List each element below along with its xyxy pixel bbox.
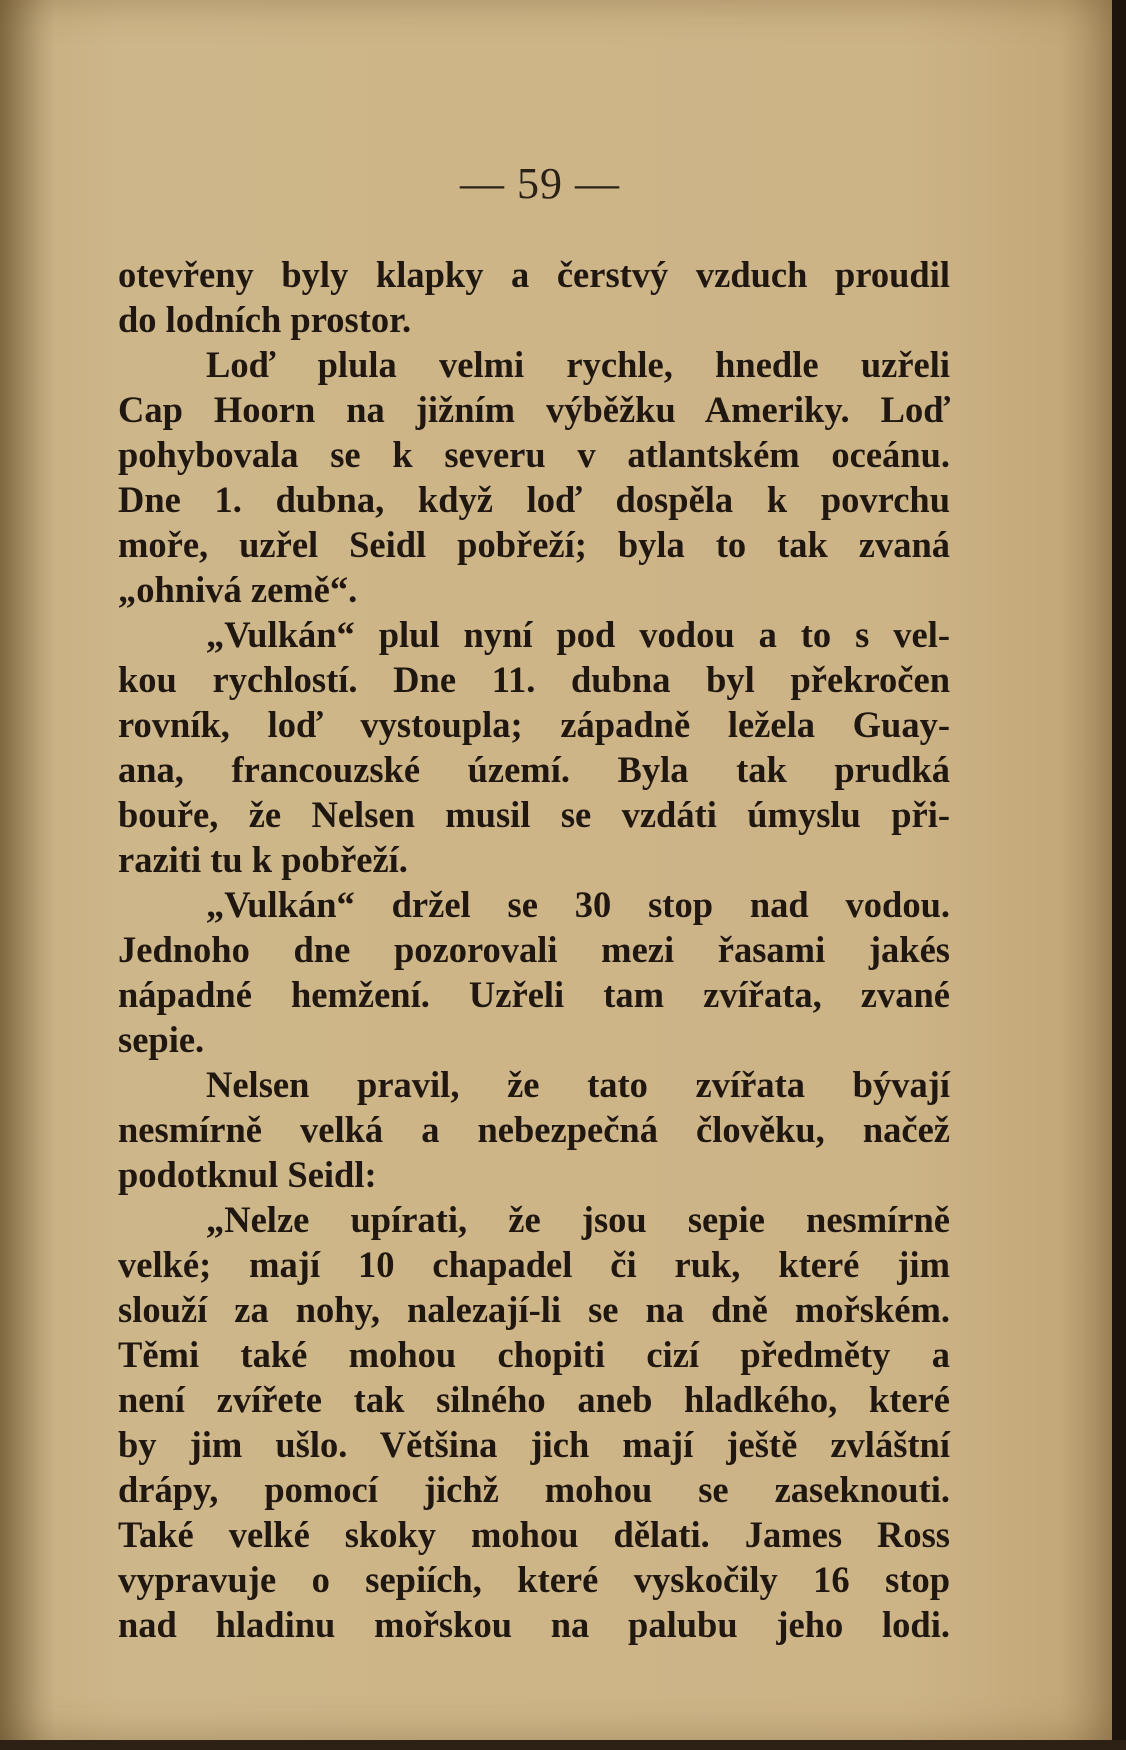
text-line: „Vulkán“ plul nyní pod vodou a to s vel- (206, 614, 950, 655)
text-line: „ohnivá země“. (118, 569, 358, 610)
text-line: rovník, loď vystoupla; západně ležela Guay- (118, 704, 950, 745)
bottom-page-edge (0, 1740, 1126, 1750)
text-line: Cap Hoorn na jižním výběžku Ameriky. Loď (118, 389, 950, 430)
spine-shadow (0, 0, 55, 1740)
text-line: bouře, že Nelsen musil se vzdáti úmyslu při- (118, 794, 950, 835)
text-line: „Nelze upírati, že jsou sepie nesmírně (206, 1199, 950, 1240)
text-line: Také velké skoky mohou dělati. James Ross (118, 1514, 950, 1555)
text-line: moře, uzřel Seidl pobřeží; byla to tak zvaná (118, 524, 950, 565)
text-line: raziti tu k pobřeží. (118, 839, 408, 880)
text-line: velké; mají 10 chapadel či ruk, které jim (118, 1244, 950, 1285)
text-line: Nelsen pravil, že tato zvířata bývají (206, 1064, 950, 1105)
right-page-edge (1112, 0, 1126, 1750)
text-line: ana, francouzské území. Byla tak prudká (118, 749, 950, 790)
text-line: vypravuje o sepiích, které vyskočily 16 stop (118, 1559, 950, 1600)
text-line: by jim ušlo. Většina jich mají ještě zvláštní (118, 1424, 950, 1465)
text-line: Jednoho dne pozorovali mezi řasami jakés (118, 929, 950, 970)
text-line: pohybovala se k severu v atlantském oceánu. (118, 434, 950, 475)
text-line: „Vulkán“ držel se 30 stop nad vodou. (206, 884, 950, 925)
text-line: do lodních prostor. (118, 299, 412, 340)
text-line: podotknul Seidl: (118, 1154, 377, 1195)
text-line: nápadné hemžení. Uzřeli tam zvířata, zvané (118, 974, 950, 1015)
text-line: nesmírně velká a nebezpečná člověku, načež (118, 1109, 950, 1150)
text-line: Těmi také mohou chopiti cizí předměty a (118, 1334, 950, 1375)
text-line: sepie. (118, 1019, 205, 1060)
text-line: Dne 1. dubna, když loď dospěla k povrchu (118, 479, 950, 520)
text-line: není zvířete tak silného aneb hladkého, které (118, 1379, 950, 1420)
text-line: otevřeny byly klapky a čerstvý vzduch proudil (118, 254, 950, 295)
text-line: slouží za nohy, nalezají-li se na dně mořském. (118, 1289, 950, 1330)
text-line: drápy, pomocí jichž mohou se zaseknouti. (118, 1469, 950, 1510)
text-line: Loď plula velmi rychle, hnedle uzřeli (206, 344, 950, 385)
text-line: nad hladinu mořskou na palubu jeho lodi. (118, 1604, 950, 1645)
page-number: — 59 — (460, 159, 620, 208)
text-line: kou rychlostí. Dne 11. dubna byl překročen (118, 659, 950, 700)
body-text (118, 252, 950, 1647)
